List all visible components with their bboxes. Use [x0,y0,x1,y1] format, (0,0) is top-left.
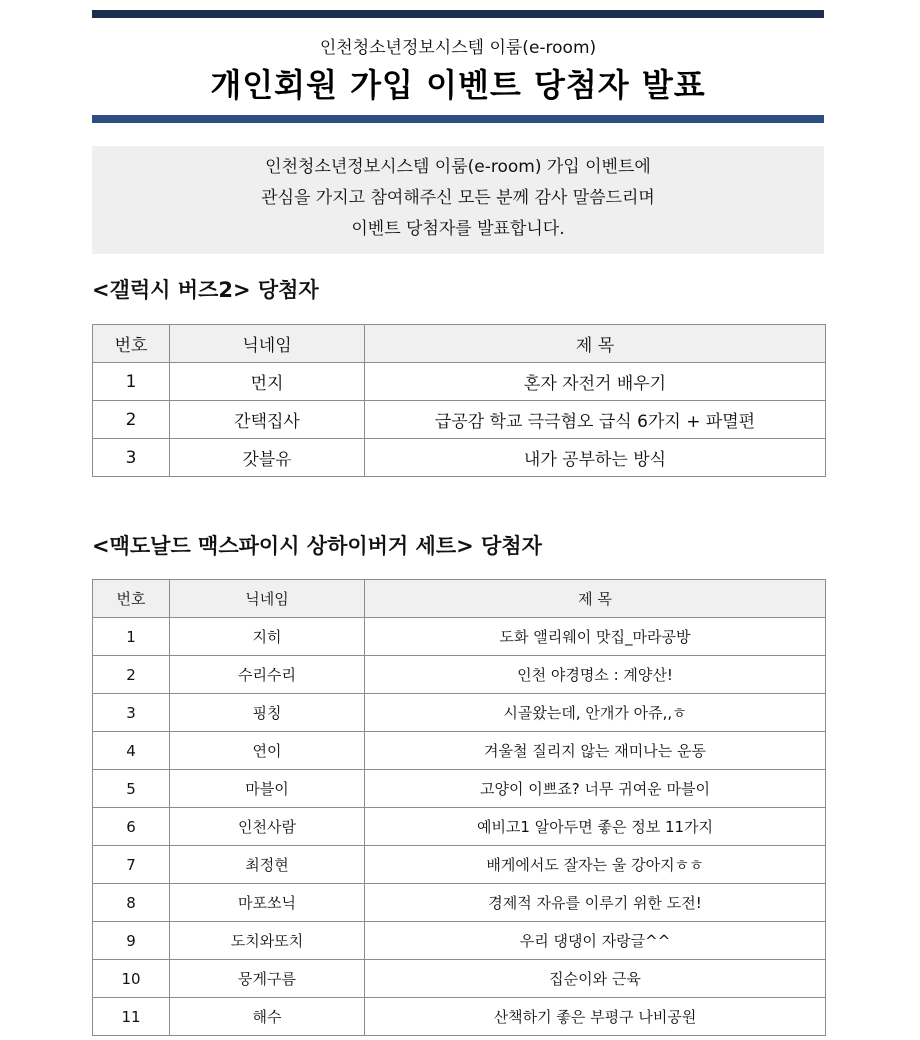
column-header-number: 번호 [93,325,170,363]
cell-number: 8 [93,884,170,922]
cell-post-title: 우리 댕댕이 자랑글^^ [365,922,826,960]
cell-post-title: 집순이와 근육 [365,960,826,998]
winners-table-galaxy-buds [92,324,826,477]
top-divider-bar [92,10,824,18]
table-row [93,884,826,922]
cell-number: 1 [93,618,170,656]
cell-number: 1 [93,363,170,401]
page-title: 개인회원 가입 이벤트 당첨자 발표 [210,66,706,104]
cell-post-title: 시골왔는데, 안개가 아쥬,,ㅎ [365,694,826,732]
cell-post-title: 산책하기 좋은 부평구 나비공원 [365,998,826,1036]
section-heading-galaxy-buds: <갤럭시 버즈2> 당첨자 [92,278,319,302]
cell-post-title: 혼자 자전거 배우기 [365,363,826,401]
cell-number: 10 [93,960,170,998]
section-heading-mcdonalds: <맥도날드 맥스파이시 상하이버거 세트> 당첨자 [92,534,542,558]
cell-nickname: 최정현 [170,846,365,884]
winners-table-mcdonalds [92,579,826,1036]
table-row [93,439,826,477]
column-header-nickname: 닉네임 [170,325,365,363]
column-header-title: 제 목 [365,325,826,363]
intro-line: 이벤트 당첨자를 발표합니다. [351,219,565,239]
cell-number: 9 [93,922,170,960]
table-row [93,770,826,808]
cell-post-title: 겨울철 질리지 않는 재미나는 운동 [365,732,826,770]
cell-number: 5 [93,770,170,808]
column-header-nickname: 닉네임 [170,580,365,618]
cell-number: 3 [93,694,170,732]
table-header-row [93,325,826,363]
cell-number: 11 [93,998,170,1036]
cell-nickname: 수리수리 [170,656,365,694]
intro-line: 관심을 가지고 참여해주신 모든 분께 감사 말씀드리며 [261,188,655,208]
cell-nickname: 연이 [170,732,365,770]
cell-nickname: 핑칭 [170,694,365,732]
cell-post-title: 급공감 학교 극극혐오 급식 6가지 + 파멸편 [365,401,826,439]
table-row [93,694,826,732]
table-header-row [93,580,826,618]
table-row [93,732,826,770]
bottom-divider-bar [92,115,824,123]
cell-post-title: 경제적 자유를 이루기 위한 도전! [365,884,826,922]
cell-number: 4 [93,732,170,770]
cell-nickname: 해수 [170,998,365,1036]
cell-number: 7 [93,846,170,884]
table-row [93,998,826,1036]
cell-number: 2 [93,656,170,694]
table-row [93,960,826,998]
column-header-number: 번호 [93,580,170,618]
intro-box [92,146,824,254]
cell-nickname: 마포쏘닉 [170,884,365,922]
table-row [93,363,826,401]
cell-nickname: 도치와또치 [170,922,365,960]
cell-number: 6 [93,808,170,846]
table-row [93,922,826,960]
cell-nickname: 갓블유 [170,439,365,477]
cell-number: 3 [93,439,170,477]
cell-post-title: 배게에서도 잘자는 울 강아지ㅎㅎ [365,846,826,884]
cell-post-title: 도화 앨리웨이 맛집_마라공방 [365,618,826,656]
table-row [93,656,826,694]
cell-post-title: 고양이 이쁘죠? 너무 귀여운 마블이 [365,770,826,808]
cell-post-title: 인천 야경명소 : 계양산! [365,656,826,694]
page-subtitle: 인천청소년정보시스템 이룸(e-room) [319,38,597,58]
table-row [93,401,826,439]
table-row [93,808,826,846]
table-row [93,846,826,884]
cell-nickname: 마블이 [170,770,365,808]
cell-post-title: 내가 공부하는 방식 [365,439,826,477]
cell-nickname: 뭉게구름 [170,960,365,998]
cell-nickname: 인천사람 [170,808,365,846]
cell-nickname: 간택집사 [170,401,365,439]
table-row [93,618,826,656]
column-header-title: 제 목 [365,580,826,618]
cell-post-title: 예비고1 알아두면 좋은 정보 11가지 [365,808,826,846]
cell-nickname: 지히 [170,618,365,656]
cell-nickname: 먼지 [170,363,365,401]
cell-number: 2 [93,401,170,439]
intro-line: 인천청소년정보시스템 이룸(e-room) 가입 이벤트에 [265,157,651,177]
